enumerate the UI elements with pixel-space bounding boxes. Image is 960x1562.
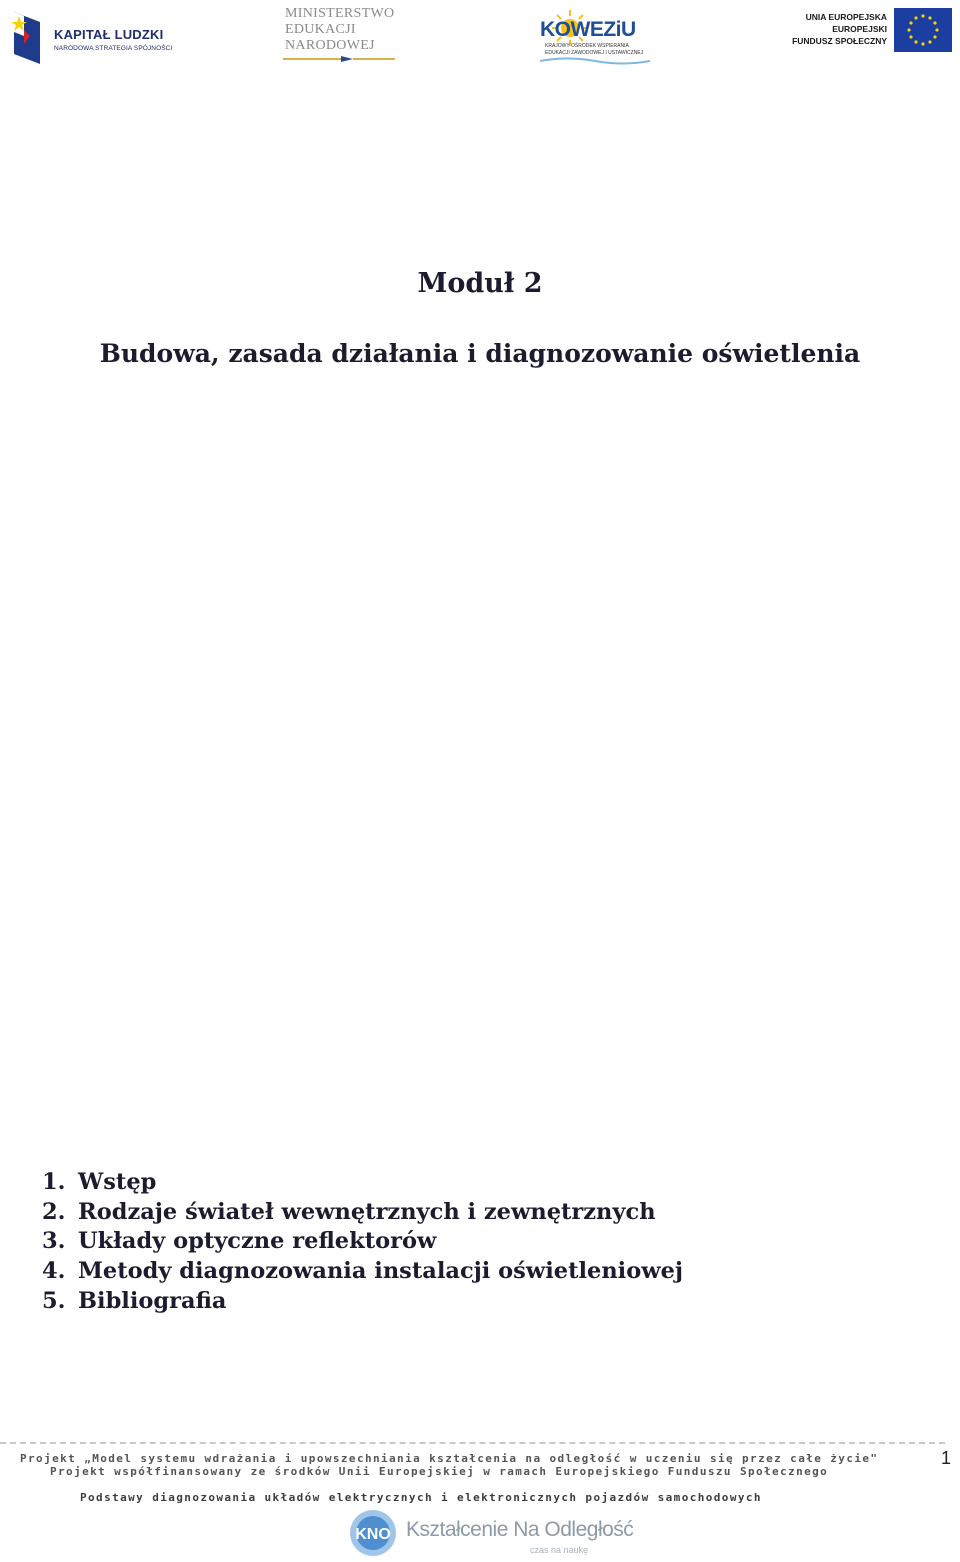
kapital-ludzki-logo <box>10 8 180 66</box>
contents-item <box>42 1198 683 1228</box>
contents-item-number: 1. <box>42 1169 66 1195</box>
kno-logo <box>348 1508 634 1560</box>
footer-project-line: Projekt „Model systemu wdrażania i upowszechniania kształcenia na odległość w uczeniu się przez całe życie" <box>20 1452 879 1465</box>
contents-item-number: 5. <box>42 1287 66 1314</box>
kapital-ludzki-subtitle: NARODOWA STRATEGIA SPÓJNOŚCI <box>54 45 173 52</box>
eu-flag-icon <box>894 8 952 52</box>
contents-item-text: Bibliografia <box>78 1287 227 1314</box>
contents-list <box>42 1168 683 1316</box>
contents-item-number: 4. <box>42 1258 66 1285</box>
contents-item-text: Wstęp <box>78 1169 157 1195</box>
contents-item-number: 2. <box>42 1198 66 1225</box>
eu-logo <box>792 6 955 56</box>
page-number: 1 <box>941 1448 952 1468</box>
kno-logo-title: Kształcenie Na Odległość <box>406 1518 634 1541</box>
kowezu-subline-1: KRAJOWY OŚRODEK WSPIERANIA <box>545 43 629 49</box>
ministry-logo-line-1: MINISTERSTWO <box>285 6 395 21</box>
svg-text:KNO: KNO <box>355 1526 391 1543</box>
eu-logo-line-2: EUROPEJSKI <box>832 24 887 34</box>
footer-funding-line: Projekt współfinansowany ze środków Unii Europejskiej w ramach Europejskiego Funduszu Społecznego <box>50 1465 829 1478</box>
kowezu-wave-icon <box>540 56 650 66</box>
contents-item-text: Metody diagnozowania instalacji oświetleniowej <box>78 1258 684 1285</box>
ministry-logo-line-3: NARODOWEJ <box>285 38 375 53</box>
contents-item <box>42 1257 683 1287</box>
eu-logo-line-1: UNIA EUROPEJSKA <box>805 12 887 22</box>
kno-emblem-icon <box>348 1508 398 1558</box>
module-subject: Budowa, zasada działania i diagnozowanie oświetlenia <box>99 339 861 368</box>
footer-divider <box>0 1442 945 1444</box>
ministry-pen-icon <box>283 56 395 62</box>
kapital-ludzki-emblem-icon <box>10 8 46 66</box>
kowezu-wordmark: KOWEZiU <box>540 18 636 41</box>
module-title: Moduł 2 <box>417 268 543 299</box>
kno-logo-subtitle: czas na naukę <box>530 1545 589 1555</box>
kowezu-subline-2: EDUKACJI ZAWODOWEJ I USTAWICZNEJ <box>545 50 644 56</box>
contents-item-number: 3. <box>42 1228 66 1255</box>
ministry-logo-line-2: EDUKACJI <box>285 22 356 37</box>
kapital-ludzki-title: KAPITAŁ LUDZKI <box>54 27 164 42</box>
contents-item <box>42 1287 683 1317</box>
eu-logo-line-3: FUNDUSZ SPOŁECZNY <box>792 36 887 46</box>
contents-item <box>42 1168 683 1198</box>
contents-item-text: Rodzaje świateł wewnętrznych i zewnętrznych <box>78 1198 656 1225</box>
contents-item <box>42 1227 683 1257</box>
footer-course-line: Podstawy diagnozowania układów elektrycznych i elektronicznych pojazdów samochodowych <box>80 1491 762 1504</box>
ministry-logo <box>283 6 403 62</box>
kowezu-logo <box>540 8 655 66</box>
contents-item-text: Układy optyczne reflektorów <box>78 1228 437 1255</box>
